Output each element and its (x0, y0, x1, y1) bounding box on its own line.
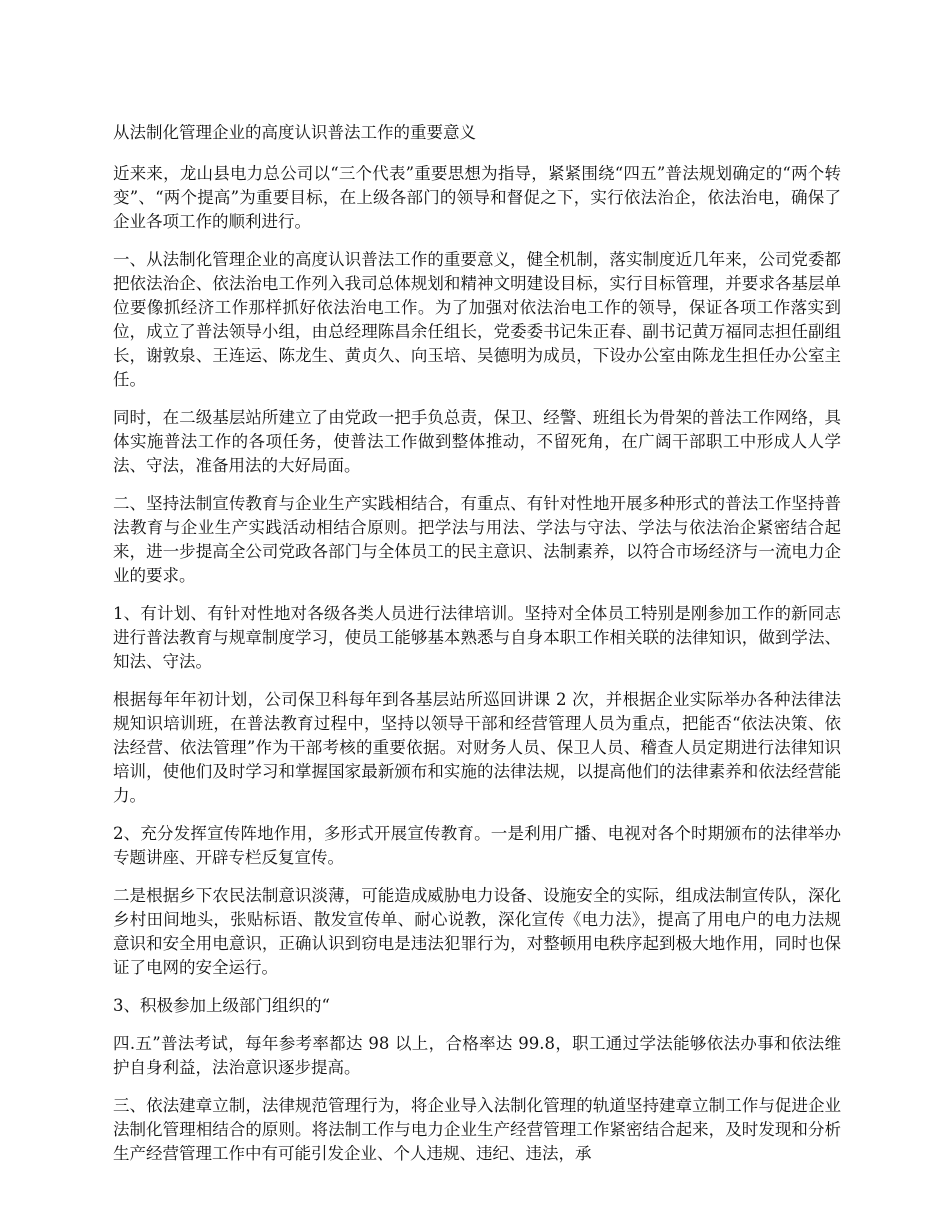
document-title: 从法制化管理企业的高度认识普法工作的重要意义 (113, 123, 476, 142)
paragraph-training-plan: 根据每年年初计划，公司保卫科每年到各基层站所巡回讲课 2 次，并根据企业实际举办各种法律法规知识培训班，在普法教育过程中，坚持以领导干部和经营管理人员为重点，把能否“依法决策、依法经营、依法管理”作为干部考核的重要依据。对财务人员、保卫人员、稽查人员定期进行法律知识培训，使他们及时学习和掌握国家最新颁布和实施的法律法规，以提高他们的法律素养和依法经营能力。 (113, 690, 841, 805)
paragraph-section-2: 二、坚持法制宣传教育与企业生产实践相结合，有重点、有针对性地开展多种形式的普法工作坚持普法教育与企业生产实践活动相结合原则。把学法与用法、学法与守法、学法与依法治企紧密结合起来，进一步提高全公司党政各部门与全体员工的民主意识、法制素养，以符合市场经济与一流电力企业的要求。 (113, 494, 841, 585)
paragraph-item-3: 3、积极参加上级部门组织的“ (113, 996, 330, 1015)
paragraph-intro: 近来来，龙山县电力总公司以“三个代表”重要思想为指导，紧紧围绕“四五”普法规划确定的“两个转变”、“两个提高”为重要目标，在上级各部门的领导和督促之下，实行依法治企，依法治电，确保了企业各项工作的顺利进行。 (113, 164, 841, 231)
document-page (113, 122, 841, 1180)
paragraph-item-1: 1、有计划、有针对性地对各级各类人员进行法律培训。坚持对全体员工特别是刚参加工作的新同志进行普法教育与规章制度学习，使员工能够基本熟悉与自身本职工作相关联的法律知识，做到学法、知法、守法。 (113, 604, 841, 671)
paragraph-exam-results: 四.五”普法考试，每年参考率都达 98 以上，合格率达 99.8，职工通过学法能够依法办事和依法维护自身利益，法治意识逐步提高。 (113, 1034, 841, 1077)
paragraph-section-1: 一、从法制化管理企业的高度认识普法工作的重要意义，健全机制，落实制度近几年来，公司党委都把依法治企、依法治电工作列入我司总体规划和精神文明建设目标，实行目标管理，并要求各基层单位要像抓经济工作那样抓好依法治电工作。为了加强对依法治电工作的领导，保证各项工作落实到位，成立了普法领导小组，由总经理陈昌余任组长，党委委书记朱正春、副书记黄万福同志担任副组长，谢敦泉、王连运、陈龙生、黄贞久、向玉培、吴德明为成员，下设办公室由陈龙生担任办公室主任。 (113, 250, 841, 389)
paragraph-rural-publicity: 二是根据乡下农民法制意识淡薄，可能造成威胁电力设备、设施安全的实际，组成法制宣传队，深化乡村田间地头，张贴标语、散发宣传单、耐心说教，深化宣传《电力法》，提高了用电户的电力法规意识和安全用电意识，正确认识到窃电是违法犯罪行为，对整顿用电秩序起到极大地作用，同时也保证了电网的安全运行。 (113, 886, 841, 977)
paragraph-item-2: 2、充分发挥宣传阵地作用，多形式开展宣传教育。一是利用广播、电视对各个时期颁布的法律举办专题讲座、开辟专栏反复宣传。 (113, 824, 841, 867)
paragraph-network: 同时，在二级基层站所建立了由党政一把手负总责，保卫、经警、班组长为骨架的普法工作网络，具体实施普法工作的各项任务，使普法工作做到整体推动，不留死角，在广阔干部职工中形成人人学法、守法，准备用法的大好局面。 (113, 408, 841, 475)
paragraph-section-3: 三、依法建章立制，法律规范管理行为，将企业导入法制化管理的轨道坚持建章立制工作与促进企业法制化管理相结合的原则。将法制工作与电力企业生产经营管理工作紧密结合起来，及时发现和分析生产经营管理工作中有可能引发企业、个人违规、违纪、违法，承 (113, 1096, 841, 1163)
